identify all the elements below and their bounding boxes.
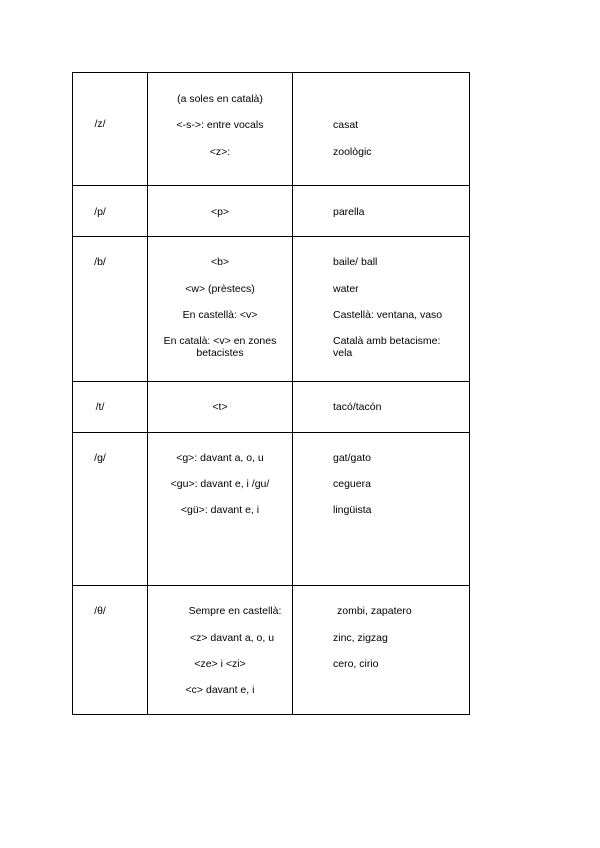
spelling-cell [148, 186, 293, 237]
spelling-line: <-s->: entre vocals [176, 119, 264, 131]
spelling-line: <p> [210, 206, 230, 218]
phoneme-cell [73, 382, 148, 433]
example-line: cero, cirio [333, 658, 379, 670]
example-line: casat [333, 119, 359, 131]
spelling-line: <gü>: davant e, i [180, 504, 260, 516]
phoneme-symbol: /g/ [94, 452, 106, 464]
spelling-line: <b> [210, 256, 230, 268]
phoneme-symbol: /p/ [94, 206, 106, 218]
phoneme-table [72, 72, 470, 715]
table-row [73, 186, 470, 237]
phoneme-cell [73, 73, 148, 186]
spelling-cell [148, 586, 293, 715]
spelling-cell [148, 382, 293, 433]
phoneme-symbol: /z/ [94, 118, 106, 130]
example-line: parella [333, 206, 365, 218]
example-cell [293, 73, 470, 186]
spelling-line: <w> (prèstecs) [185, 283, 255, 295]
example-line: gat/gato [333, 452, 371, 464]
example-line: lingüista [333, 504, 372, 516]
example-cell [293, 382, 470, 433]
example-line: tacó/tacón [333, 401, 382, 413]
spelling-line: <g>: davant a, o, u [176, 452, 264, 464]
spelling-line: <t> [212, 401, 228, 413]
spelling-line: En castellà: <v> [182, 309, 258, 321]
spelling-cell [148, 73, 293, 186]
phoneme-cell [73, 586, 148, 715]
spelling-line: <gu>: davant e, i /gu/ [170, 478, 270, 490]
spelling-line: (a soles en català) [177, 93, 263, 105]
spelling-cell [148, 433, 293, 586]
example-cell [293, 186, 470, 237]
table-row [73, 586, 470, 715]
spelling-line: <ze> i <zi> [194, 658, 246, 670]
phoneme-symbol: /b/ [94, 256, 106, 268]
example-cell [293, 237, 470, 382]
example-line: Català amb betacisme: vela [333, 335, 441, 359]
phoneme-symbol: /t/ [95, 401, 105, 413]
example-line: zinc, zigzag [333, 632, 388, 644]
spelling-line: En català: <v> en zones betacistes [163, 335, 277, 359]
example-line: zombi, zapatero [337, 605, 412, 617]
spelling-line: <z> davant a, o, u [189, 632, 275, 644]
spelling-line: Sempre en castellà: [188, 605, 282, 617]
phoneme-symbol: /θ/ [94, 605, 106, 617]
spelling-cell [148, 237, 293, 382]
phoneme-cell [73, 433, 148, 586]
spelling-line: <c> davant e, i [185, 684, 255, 696]
table-row [73, 382, 470, 433]
example-line: zoològic [333, 146, 372, 158]
example-cell [293, 586, 470, 715]
phoneme-cell [73, 186, 148, 237]
spelling-line: <z>: [209, 146, 231, 158]
table-row [73, 433, 470, 586]
example-line: Castellà: ventana, vaso [333, 309, 443, 321]
example-line: baile/ ball [333, 256, 378, 268]
example-line: water [333, 283, 359, 295]
table-row [73, 237, 470, 382]
table-row [73, 73, 470, 186]
phoneme-cell [73, 237, 148, 382]
example-line: ceguera [333, 478, 371, 490]
example-cell [293, 433, 470, 586]
